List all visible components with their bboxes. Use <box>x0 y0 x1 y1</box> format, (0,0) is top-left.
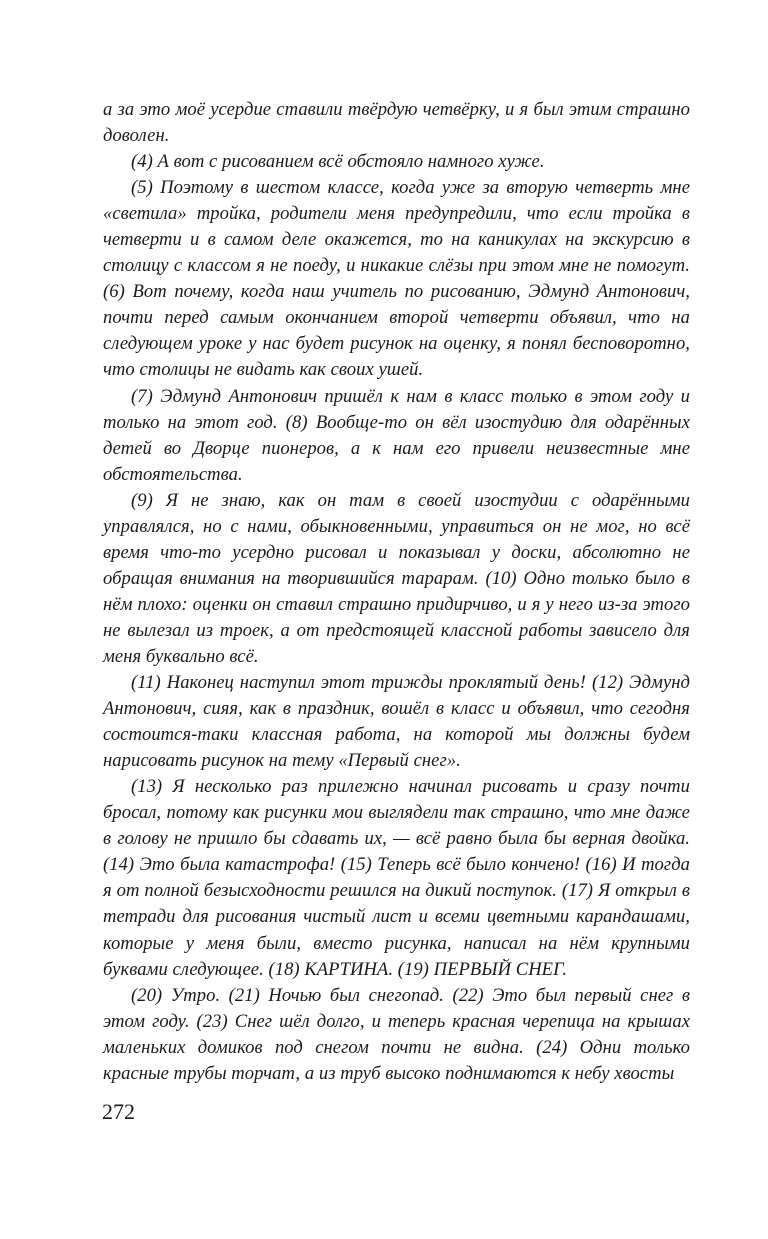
paragraph: (7) Эдмунд Антонович пришёл к нам в класс только в этом году и только на этот год. (8) Вообще-то он вёл изостудию для одарённых детей во Дворце пионеров, а к нам его привели неизвестные мне обстоятельства. <box>103 385 690 485</box>
paragraph: (9) Я не знаю, как он там в своей изостудии с одарёнными управлялся, но с нами, обыкновенными, управиться он не мог, но всё время что-то усердно рисовал и показывал у доски, абсолютно не обращая внимания на творившийся тарарам. (10) Одно только было в нём плохо: оценки он ставил страшно придирчиво, и я у него из-за этого не вылезал из троек, а от предстоящей классной работы зависело для меня буквально всё. <box>103 489 690 667</box>
paragraph: (11) Наконец наступил этот трижды проклятый день! (12) Эдмунд Антонович, сияя, как в праздник, вошёл в класс и объявил, что сегодня состоится-таки классная работа, на которой мы должны будем нарисовать рисунок на тему «Первый снег». <box>103 672 690 772</box>
paragraph: (20) Утро. (21) Ночью был снегопад. (22) Это был первый снег в этом году. (23) Снег шёл долго, и теперь красная черепица на крышах маленьких домиков под снегом почти не видна. (24) Одни только красные трубы торчат, а из труб высоко поднимаются к небу хвосты <box>103 984 690 1084</box>
body-text <box>103 97 690 1087</box>
paragraph: (13) Я несколько раз прилежно начинал рисовать и сразу почти бросал, потому как рисунки мои выглядели так страшно, что мне даже в голову не пришло бы сдавать их, — всё равно была бы верная двойка. (14) Это была катастрофа! (15) Теперь всё было кончено! (16) И тогда я от полной безысходности решился на дикий поступок. (17) Я открыл в тетради для рисования чистый лист и всеми цветными карандашами, которые у меня были, вместо рисунка, написал на нём крупными буквами следующее. (18) КАРТИНА. (19) ПЕРВЫЙ СНЕГ. <box>103 776 690 980</box>
page-number: 272 <box>102 1099 135 1124</box>
paragraph-continuation: а за это моё усердие ставили твёрдую четвёрку, и я был этим страшно доволен. <box>103 99 690 147</box>
paragraph: (4) А вот с рисованием всё обстояло намного хуже. <box>131 151 545 173</box>
paragraph: (5) Поэтому в шестом классе, когда уже за вторую четверть мне «светила» тройка, родители меня предупредили, что если тройка в четверти и в самом деле окажется, то на каникулах на экскурсию в столицу с классом я не поеду, и никакие слёзы при этом мне не помогут. (6) Вот почему, когда наш учитель по рисованию, Эдмунд Антонович, почти перед самым окончанием второй четверти объявил, что на следующем уроке у нас будет рисунок на оценку, я понял бесповоротно, что столицы не видать как своих ушей. <box>103 177 690 381</box>
